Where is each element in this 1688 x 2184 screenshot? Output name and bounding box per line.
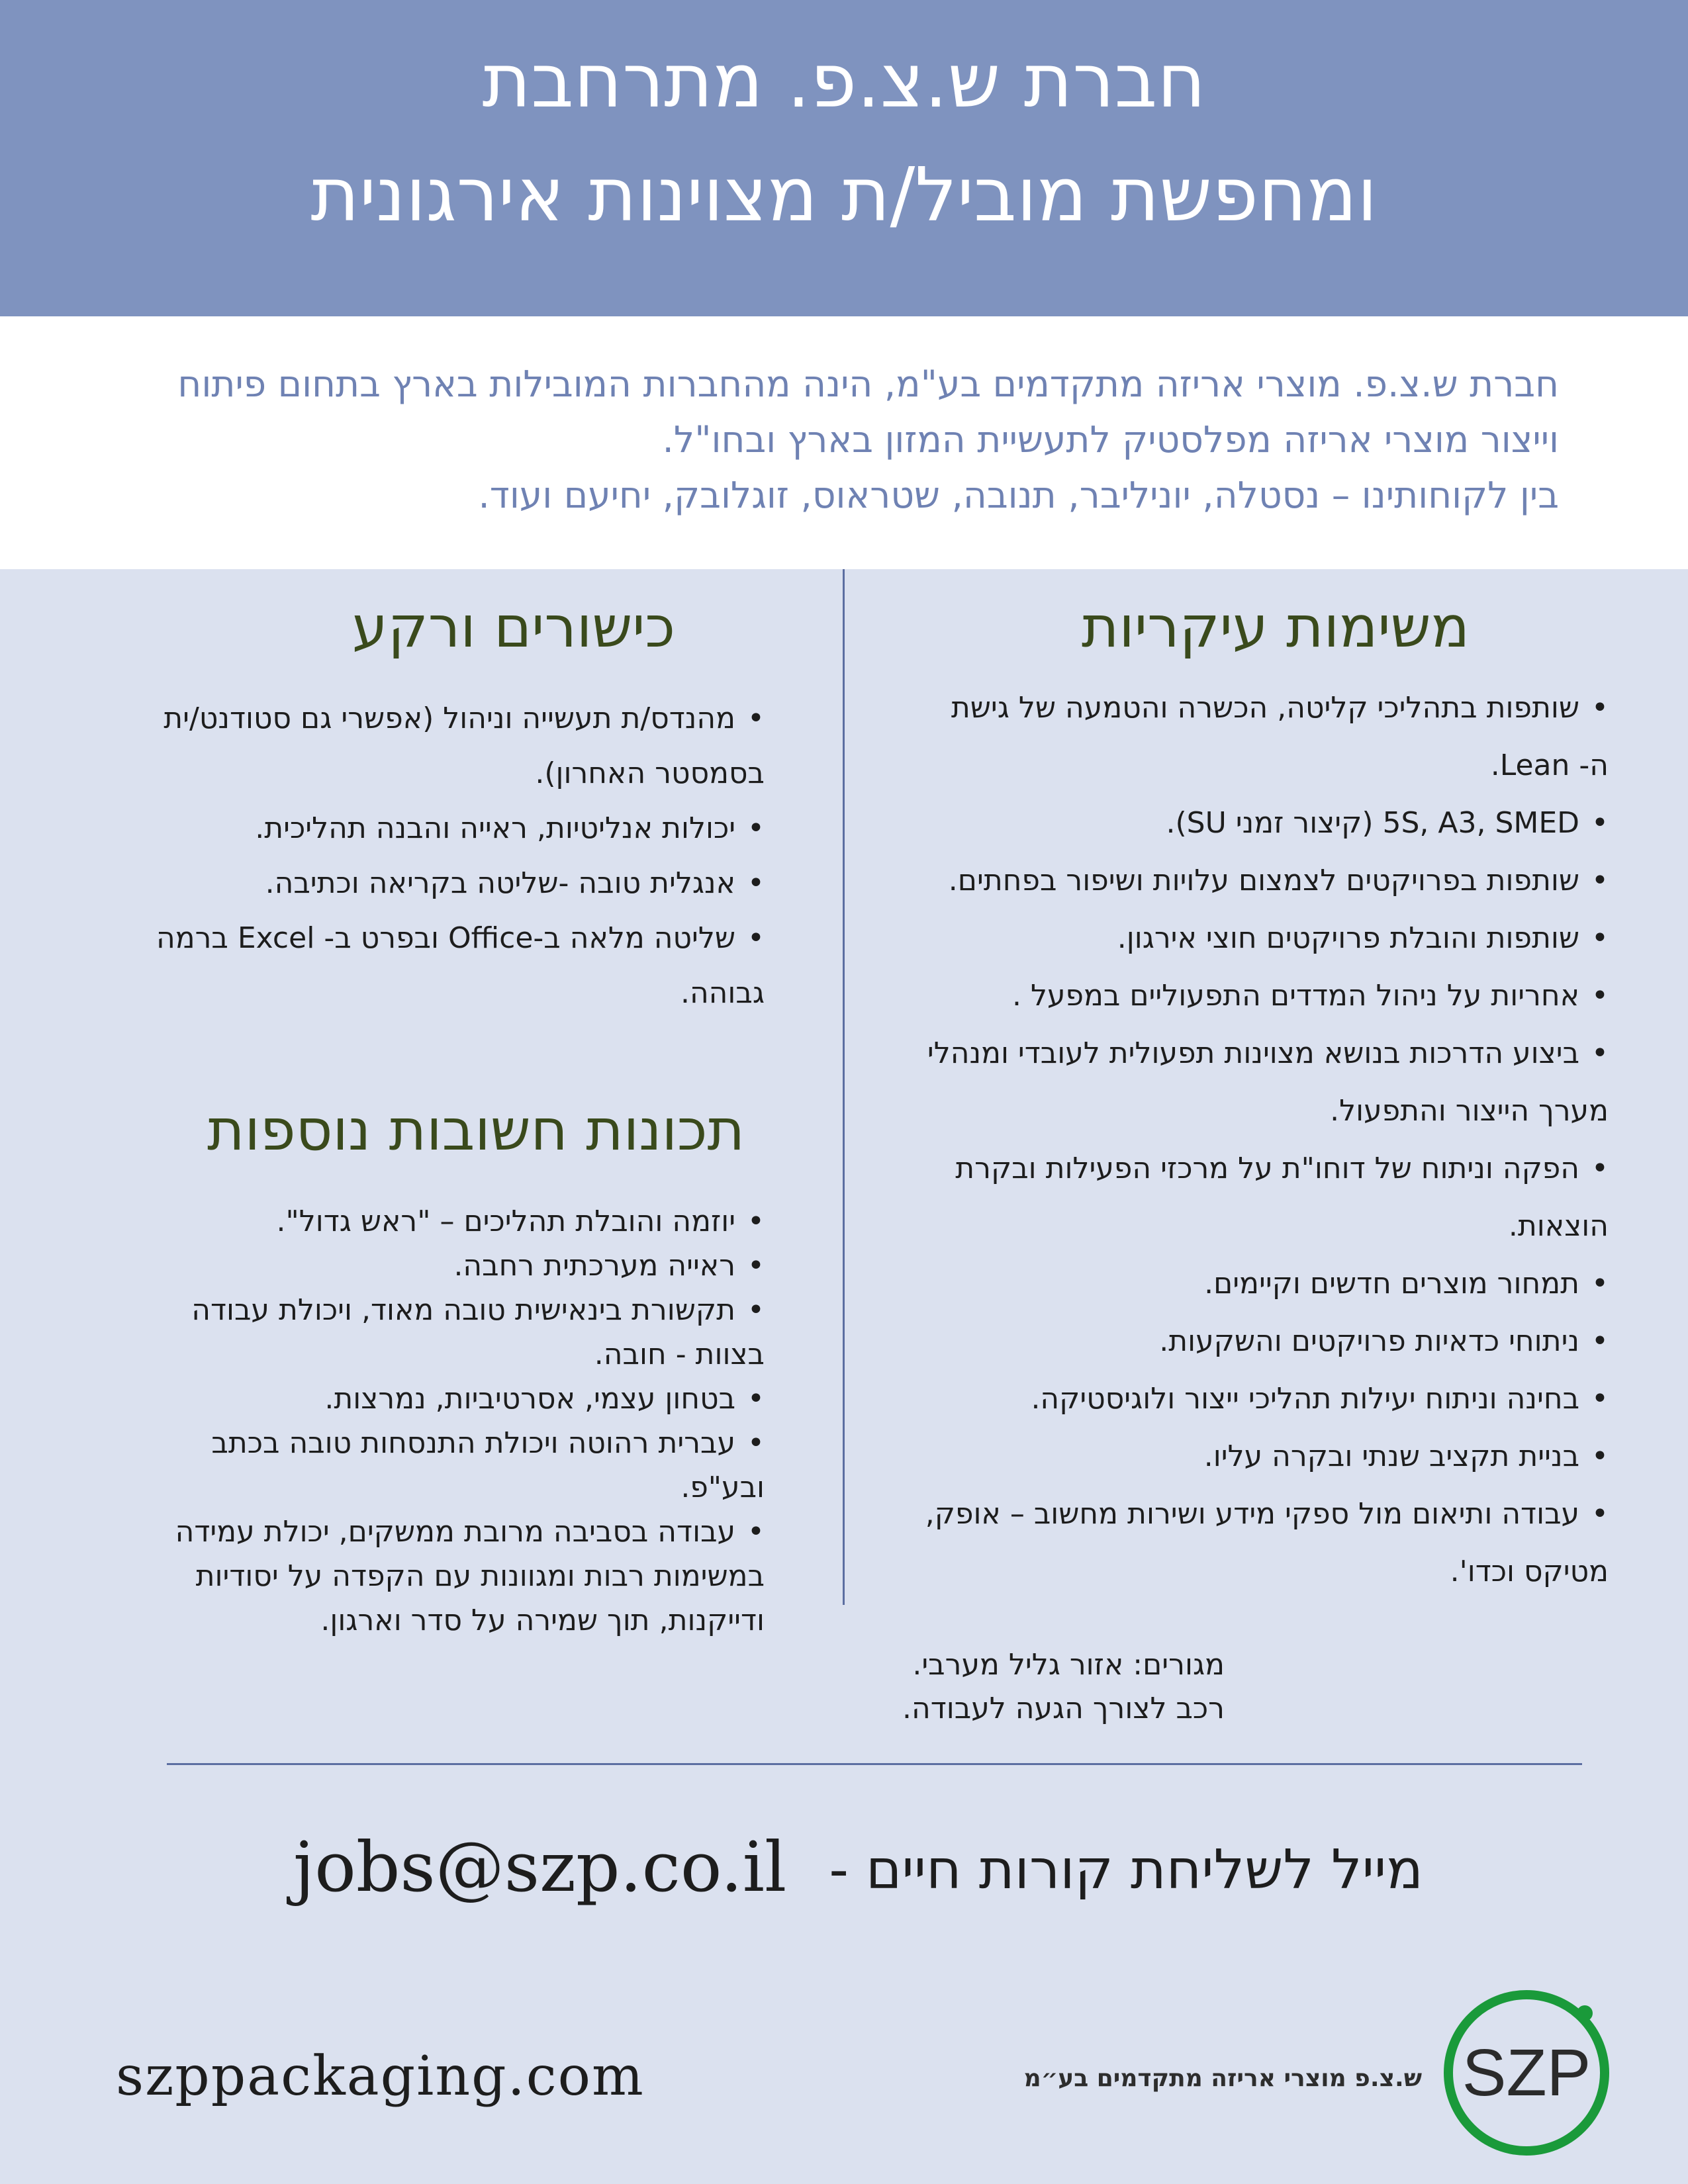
bullet-dot: •: [1591, 1439, 1609, 1473]
bullet-item-continuation: [880, 749, 1609, 782]
bullet-text: בצוות - חובה.: [594, 1338, 765, 1371]
bullet-item: [880, 806, 1609, 840]
bullet-item: [880, 1152, 1609, 1185]
email-label: מייל לשליחת קורות חיים -: [829, 1839, 1423, 1901]
bullet-text: מטיקס וכדו'.: [1450, 1555, 1609, 1588]
bullet-item: [36, 811, 765, 845]
bullet-text: ראייה מערכתית רחבה.: [453, 1249, 736, 1283]
bullet-item: [36, 1205, 765, 1238]
bullet-dot: •: [747, 866, 765, 900]
bullet-dot: •: [1591, 979, 1609, 1013]
bullet-text: גבוהה.: [680, 976, 765, 1010]
bullet-text: עבודה ותיאום מול ספקי מידע ושירות מחשוב – אופק,: [925, 1497, 1580, 1531]
bullet-item-continuation: [36, 1559, 765, 1593]
bullet-item-continuation: [880, 1209, 1609, 1243]
bullet-text: בסמסטר האחרון).: [535, 756, 765, 790]
bullet-text: ודייקנות, תוך שמירה על סדר וארגון.: [320, 1604, 765, 1637]
bullet-dot: •: [1591, 1152, 1609, 1185]
bullet-text: ה- Lean.: [1490, 749, 1609, 782]
bullet-item: [36, 1382, 765, 1416]
bullet-text: עבודה בסביבה מרובת ממשקים, יכולת עמידה: [175, 1515, 736, 1549]
bullet-item: [880, 921, 1609, 955]
bullet-dot: •: [747, 1382, 765, 1416]
email-link[interactable]: jobs@szp.co.il: [293, 1827, 787, 1907]
bullet-item: [880, 1324, 1609, 1358]
bullet-text: הפקה וניתוח של דוחו"ת על מרכזי הפעילות ובקרת: [955, 1152, 1580, 1185]
bullet-item-continuation: [36, 756, 765, 790]
bullet-dot: •: [747, 811, 765, 845]
bullet-item: [36, 921, 765, 955]
skills-heading: כישורים ורקע: [352, 594, 675, 660]
bullet-item: [36, 702, 765, 735]
bullet-item-continuation: [880, 1555, 1609, 1588]
bullet-text: עברית רהוטה ויכולת התנסחות טובה בכתב: [211, 1426, 736, 1460]
bullet-item-continuation: [880, 1094, 1609, 1128]
bullet-item-continuation: [36, 976, 765, 1010]
bullet-text: בחינה וניתוח יעילות תהליכי ייצור ולוגיסטיקה.: [1031, 1382, 1580, 1416]
bullet-text: אחריות על ניהול המדדים התפעוליים במפעל .: [1012, 979, 1580, 1013]
bullet-dot: •: [747, 1426, 765, 1460]
bullet-text: ובע"פ.: [680, 1471, 765, 1504]
bullet-item: [880, 1439, 1609, 1473]
bullet-item: [36, 866, 765, 900]
header-band: [0, 0, 1688, 316]
bullet-text: תקשורת בינאישית טובה מאוד, ויכולת עבודה: [191, 1293, 736, 1327]
bullet-dot: •: [747, 1293, 765, 1327]
bullet-dot: •: [1591, 691, 1609, 725]
bullet-dot: •: [1591, 806, 1609, 840]
bullet-text: תמחור מוצרים חדשים וקיימים.: [1204, 1267, 1580, 1300]
intro-line-3: בין לקוחותינו – נסטלה, יוניליבר, תנובה, שטראוס, זוגלובק, יחיעם ועוד.: [478, 474, 1559, 516]
szp-logo: [1438, 1983, 1615, 2160]
bullet-item: [880, 691, 1609, 725]
bullet-item: [36, 1426, 765, 1460]
contact-divider: [167, 1763, 1582, 1765]
bullet-text: מערך הייצור והתפעול.: [1330, 1094, 1609, 1128]
bullet-dot: •: [1591, 1382, 1609, 1416]
header-title-line-1: חברת ש.צ.פ. מתרחבת: [482, 38, 1206, 124]
bullet-item-continuation: [36, 1471, 765, 1504]
bullet-text: יכולות אנליטיות, ראייה והבנה תהליכית.: [255, 811, 736, 845]
bullet-dot: •: [747, 1515, 765, 1549]
bullet-item: [880, 1382, 1609, 1416]
bullet-text: יוזמה והובלת תהליכים – "ראש גדול".: [276, 1205, 736, 1238]
bullet-dot: •: [1591, 921, 1609, 955]
bullet-item: [36, 1249, 765, 1283]
column-divider: [843, 569, 845, 1605]
header-title-line-2: ומחפשת מוביל/ת מצוינות אירגונית: [310, 152, 1378, 238]
bullet-text: בניית תקציב שנתי ובקרה עליו.: [1203, 1439, 1580, 1473]
bullet-text: שותפות והובלת פרויקטים חוצי אירגון.: [1117, 921, 1580, 955]
bullet-item: [36, 1293, 765, 1327]
bullet-text: במשימות רבות ומגוונות עם הקפדה על יסודיות: [195, 1559, 765, 1593]
tasks-heading: משימות עיקריות: [1081, 594, 1470, 660]
bullet-text: שליטה מלאה ב-Office ובפרט ב- Excel ברמה: [156, 921, 736, 955]
bullet-dot: •: [1591, 864, 1609, 897]
bullet-item: [880, 979, 1609, 1013]
bullet-dot: •: [747, 1249, 765, 1283]
intro-line-1: חברת ש.צ.פ. מוצרי אריזה מתקדמים בע"מ, הינה מהחברות המובילות בארץ בתחום פיתוח: [177, 363, 1559, 405]
bullet-item: [36, 1515, 765, 1549]
bullet-dot: •: [1591, 1267, 1609, 1300]
bullet-dot: •: [1591, 1324, 1609, 1358]
bullet-text: 5S, A3, SMED (קיצור זמני SU).: [1166, 806, 1580, 840]
bullet-dot: •: [1591, 1036, 1609, 1070]
bullet-text: ניתוחי כדאיות פרויקטים והשקעות.: [1159, 1324, 1580, 1358]
bullet-text: מהנדס/ת תעשייה וניהול (אפשרי גם סטודנט/ית: [164, 702, 736, 735]
intro-line-2: וייצור מוצרי אריזה מפלסטיק לתעשיית המזון בארץ ובחו"ל.: [662, 418, 1559, 461]
bullet-item: [880, 1497, 1609, 1531]
car-line: רכב לצורך הגעה לעבודה.: [902, 1692, 1225, 1725]
logo-ring-dot: [1577, 2005, 1593, 2021]
company-tagline: ש.צ.פ מוצרי אריזה מתקדמים בע״מ: [1023, 2065, 1422, 2092]
bullet-item: [880, 1036, 1609, 1070]
bullet-text: ביצוע הדרכות בנושא מצוינות תפעולית לעובדי ומנהלי: [927, 1036, 1580, 1070]
bullet-dot: •: [747, 1205, 765, 1238]
bullet-text: שותפות בפרויקטים לצמצום עלויות ושיפור בפחתים.: [948, 864, 1580, 897]
bullet-dot: •: [1591, 1497, 1609, 1531]
bullet-text: הוצאות.: [1508, 1209, 1609, 1243]
bullet-item-continuation: [36, 1604, 765, 1637]
bullet-item: [880, 1267, 1609, 1300]
bullet-item: [880, 864, 1609, 897]
traits-heading: תכונות חשובות נוספות: [207, 1097, 745, 1163]
bullet-text: אנגלית טובה -שליטה בקריאה וכתיבה.: [265, 866, 736, 900]
bullet-text: שותפות בתהליכי קליטה, הכשרה והטמעה של גישת: [951, 691, 1580, 725]
website-link[interactable]: szppackaging.com: [116, 2045, 645, 2108]
bullet-dot: •: [747, 702, 765, 735]
location-line: מגורים: אזור גליל מערבי.: [912, 1648, 1225, 1682]
logo-text: SZP: [1462, 2036, 1591, 2110]
bullet-text: בטחון עצמי, אסרטיביות, נמרצות.: [324, 1382, 736, 1416]
bullet-item-continuation: [36, 1338, 765, 1371]
bullet-dot: •: [747, 921, 765, 955]
